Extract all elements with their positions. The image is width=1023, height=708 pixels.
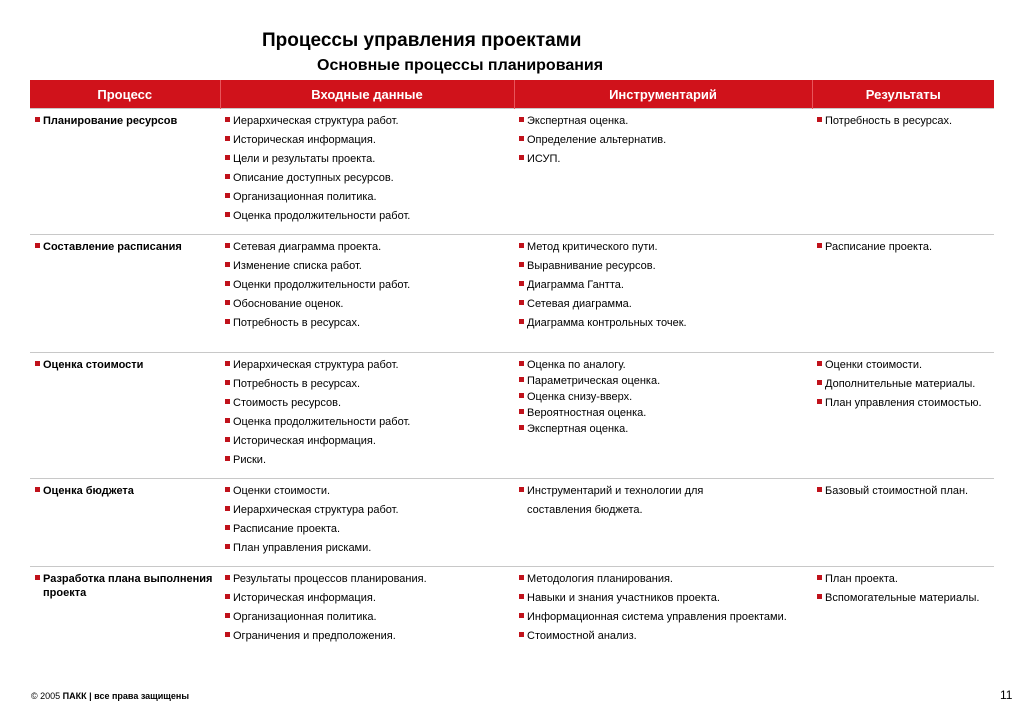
bullet-list bbox=[224, 114, 510, 223]
bullet-square-icon bbox=[817, 243, 822, 248]
bullet-square-icon bbox=[519, 155, 524, 160]
list-item-text: Инструментарий и технологии для bbox=[527, 485, 704, 497]
list-item bbox=[224, 396, 510, 410]
list-item bbox=[224, 377, 510, 391]
results-cell bbox=[812, 479, 994, 567]
list-item-text: Изменение списка работ. bbox=[233, 260, 362, 272]
bullet-square-icon bbox=[35, 117, 40, 122]
list-item bbox=[224, 171, 510, 185]
bullet-square-icon bbox=[519, 632, 524, 637]
copyright-text: © 2005 bbox=[31, 691, 63, 701]
header-tools: Инструментарий bbox=[514, 80, 812, 109]
bullet-square-icon bbox=[519, 487, 524, 492]
bullet-square-icon bbox=[225, 399, 230, 404]
list-item-text: Стоимость ресурсов. bbox=[233, 397, 341, 409]
bullet-list bbox=[518, 358, 808, 436]
list-item bbox=[224, 316, 510, 330]
table-row bbox=[30, 479, 994, 567]
list-item-text: Дополнительные материалы. bbox=[825, 378, 976, 390]
list-item bbox=[224, 240, 510, 254]
list-item bbox=[518, 297, 808, 311]
bullet-square-icon bbox=[519, 575, 524, 580]
list-item-text: Информационная система управления проектами. bbox=[527, 611, 787, 623]
list-item bbox=[518, 503, 808, 517]
process-name bbox=[34, 572, 216, 600]
list-item-text: Диаграмма Гантта. bbox=[527, 279, 624, 291]
list-item bbox=[816, 377, 990, 391]
list-item-text: Вспомогательные материалы. bbox=[825, 592, 980, 604]
bullet-list bbox=[518, 240, 808, 330]
bullet-square-icon bbox=[225, 544, 230, 549]
bullet-square-icon bbox=[519, 300, 524, 305]
bullet-square-icon bbox=[225, 418, 230, 423]
bullet-square-icon bbox=[225, 437, 230, 442]
tools-cell bbox=[514, 479, 812, 567]
bullet-square-icon bbox=[817, 575, 822, 580]
list-item-text: Обоснование оценок. bbox=[233, 298, 344, 310]
header-results: Результаты bbox=[812, 80, 994, 109]
planning-processes-table bbox=[30, 80, 994, 697]
list-item-text: Иерархическая структура работ. bbox=[233, 115, 399, 127]
bullet-square-icon bbox=[225, 117, 230, 122]
bullet-square-icon bbox=[519, 393, 524, 398]
bullet-square-icon bbox=[225, 613, 230, 618]
list-item-text: Потребность в ресурсах. bbox=[233, 317, 361, 329]
bullet-square-icon bbox=[35, 575, 40, 580]
table-row bbox=[30, 353, 994, 479]
list-item-text: Сетевая диаграмма. bbox=[527, 298, 632, 310]
bullet-square-icon bbox=[225, 212, 230, 217]
page-number: 11 bbox=[1000, 688, 1013, 702]
list-item bbox=[518, 374, 808, 388]
table-header-row bbox=[30, 80, 994, 109]
bullet-square-icon bbox=[225, 174, 230, 179]
bullet-square-icon bbox=[225, 575, 230, 580]
list-item bbox=[816, 240, 990, 254]
list-item-text: Ограничения и предположения. bbox=[233, 630, 396, 642]
inputs-cell bbox=[220, 109, 514, 235]
bullet-square-icon bbox=[225, 594, 230, 599]
bullet-list bbox=[224, 572, 510, 643]
list-item-text: Вероятностная оценка. bbox=[527, 407, 647, 419]
process-label: Составление расписания bbox=[43, 241, 182, 253]
list-item-text: Потребность в ресурсах. bbox=[825, 115, 953, 127]
bullet-list bbox=[816, 572, 990, 605]
list-item bbox=[224, 209, 510, 223]
list-item bbox=[816, 358, 990, 372]
bullet-square-icon bbox=[519, 243, 524, 248]
bullet-square-icon bbox=[519, 613, 524, 618]
bullet-square-icon bbox=[225, 380, 230, 385]
list-item-text: План управления рисками. bbox=[233, 542, 372, 554]
results-cell bbox=[812, 353, 994, 479]
process-name bbox=[34, 240, 216, 254]
list-item bbox=[224, 453, 510, 467]
list-item bbox=[518, 572, 808, 586]
list-item-text: Цели и результаты проекта. bbox=[233, 153, 376, 165]
inputs-cell bbox=[220, 479, 514, 567]
process-name bbox=[34, 484, 216, 498]
list-item bbox=[224, 114, 510, 128]
bullet-square-icon bbox=[519, 281, 524, 286]
bullet-square-icon bbox=[225, 361, 230, 366]
list-item bbox=[224, 259, 510, 273]
bullet-square-icon bbox=[817, 380, 822, 385]
process-cell bbox=[30, 567, 220, 697]
header-inputs: Входные данные bbox=[220, 80, 514, 109]
footer-copyright bbox=[31, 691, 189, 701]
list-item-text: Расписание проекта. bbox=[233, 523, 341, 535]
list-item bbox=[518, 629, 808, 643]
list-item-text: Оценка снизу-вверх. bbox=[527, 391, 633, 403]
list-item bbox=[224, 484, 510, 498]
list-item-text: Метод критического пути. bbox=[527, 241, 658, 253]
bullet-square-icon bbox=[519, 262, 524, 267]
table-row bbox=[30, 109, 994, 235]
list-item bbox=[224, 297, 510, 311]
list-item-text: Экспертная оценка. bbox=[527, 115, 629, 127]
list-item bbox=[518, 422, 808, 436]
process-cell bbox=[30, 353, 220, 479]
bullet-square-icon bbox=[225, 155, 230, 160]
bullet-square-icon bbox=[817, 487, 822, 492]
bullet-square-icon bbox=[225, 243, 230, 248]
bullet-square-icon bbox=[817, 399, 822, 404]
bullet-square-icon bbox=[519, 319, 524, 324]
list-item bbox=[518, 240, 808, 254]
list-item-text: Сетевая диаграмма проекта. bbox=[233, 241, 382, 253]
bullet-square-icon bbox=[35, 243, 40, 248]
list-item bbox=[224, 190, 510, 204]
bullet-list bbox=[224, 358, 510, 467]
list-item-text: Оценка продолжительности работ. bbox=[233, 416, 411, 428]
bullet-square-icon bbox=[817, 594, 822, 599]
page-subtitle: Основные процессы планирования bbox=[317, 57, 604, 74]
list-item bbox=[224, 133, 510, 147]
list-item-text: Стоимостной анализ. bbox=[527, 630, 637, 642]
list-item bbox=[518, 278, 808, 292]
list-item-text: Результаты процессов планирования. bbox=[233, 573, 427, 585]
results-cell bbox=[812, 109, 994, 235]
bullet-list bbox=[816, 114, 990, 128]
bullet-square-icon bbox=[519, 377, 524, 382]
list-item-text: Определение альтернатив. bbox=[527, 134, 667, 146]
list-item-text: Иерархическая структура работ. bbox=[233, 359, 399, 371]
bullet-square-icon bbox=[225, 319, 230, 324]
bullet-list bbox=[816, 484, 990, 498]
list-item bbox=[518, 610, 808, 624]
bullet-list bbox=[518, 484, 808, 517]
list-item-text: Выравнивание ресурсов. bbox=[527, 260, 656, 272]
bullet-list bbox=[518, 114, 808, 166]
list-item bbox=[224, 278, 510, 292]
process-cell bbox=[30, 479, 220, 567]
list-item-text: Оценки продолжительности работ. bbox=[233, 279, 411, 291]
list-item-text: Параметрическая оценка. bbox=[527, 375, 661, 387]
list-item-text: Навыки и знания участников проекта. bbox=[527, 592, 720, 604]
list-item-text: Иерархическая структура работ. bbox=[233, 504, 399, 516]
list-item bbox=[518, 591, 808, 605]
bullet-list bbox=[816, 358, 990, 410]
table-row bbox=[30, 235, 994, 353]
list-item bbox=[518, 358, 808, 372]
results-cell bbox=[812, 235, 994, 353]
list-item bbox=[224, 591, 510, 605]
bullet-square-icon bbox=[225, 506, 230, 511]
list-item-text: Организационная политика. bbox=[233, 191, 377, 203]
bullet-square-icon bbox=[817, 117, 822, 122]
list-item bbox=[224, 503, 510, 517]
bullet-square-icon bbox=[225, 632, 230, 637]
header-process: Процесс bbox=[30, 80, 220, 109]
bullet-square-icon bbox=[519, 409, 524, 414]
bullet-square-icon bbox=[225, 262, 230, 267]
list-item bbox=[816, 114, 990, 128]
list-item bbox=[518, 484, 808, 498]
list-item bbox=[224, 152, 510, 166]
bullet-list bbox=[224, 240, 510, 330]
bullet-square-icon bbox=[817, 361, 822, 366]
list-item-text: Диаграмма контрольных точек. bbox=[527, 317, 687, 329]
list-item bbox=[224, 572, 510, 586]
list-item-text: План управления стоимостью. bbox=[825, 397, 982, 409]
list-item-text: Оценка по аналогу. bbox=[527, 359, 626, 371]
list-item bbox=[518, 316, 808, 330]
bullet-square-icon bbox=[519, 361, 524, 366]
process-label: Оценка стоимости bbox=[43, 359, 144, 371]
tools-cell bbox=[514, 567, 812, 697]
list-item-text: Историческая информация. bbox=[233, 592, 376, 604]
process-label: Оценка бюджета bbox=[43, 485, 134, 497]
list-item bbox=[816, 572, 990, 586]
bullet-list bbox=[224, 484, 510, 555]
bullet-square-icon bbox=[225, 525, 230, 530]
table-row bbox=[30, 567, 994, 697]
list-item-text: составления бюджета. bbox=[527, 504, 643, 516]
bullet-square-icon bbox=[519, 136, 524, 141]
list-item-text: Потребность в ресурсах. bbox=[233, 378, 361, 390]
bullet-list bbox=[518, 572, 808, 643]
list-item-text: Риски. bbox=[233, 454, 266, 466]
list-item bbox=[518, 114, 808, 128]
tools-cell bbox=[514, 353, 812, 479]
process-name bbox=[34, 114, 216, 128]
company-name: ПАКК bbox=[62, 691, 87, 701]
process-label: Планирование ресурсов bbox=[43, 115, 178, 127]
list-item-text: ИСУП. bbox=[527, 153, 561, 165]
list-item bbox=[224, 358, 510, 372]
bullet-square-icon bbox=[225, 136, 230, 141]
list-item-text: Методология планирования. bbox=[527, 573, 673, 585]
bullet-list bbox=[816, 240, 990, 254]
inputs-cell bbox=[220, 353, 514, 479]
bullet-square-icon bbox=[225, 281, 230, 286]
list-item bbox=[224, 522, 510, 536]
list-item bbox=[224, 434, 510, 448]
list-item bbox=[224, 629, 510, 643]
rights-text: | все права защищены bbox=[86, 691, 190, 701]
list-item bbox=[518, 390, 808, 404]
list-item-text: Расписание проекта. bbox=[825, 241, 933, 253]
list-item bbox=[816, 591, 990, 605]
page-title: Процессы управления проектами bbox=[262, 30, 582, 51]
list-item bbox=[224, 610, 510, 624]
list-item-text: Историческая информация. bbox=[233, 435, 376, 447]
list-item-text: План проекта. bbox=[825, 573, 898, 585]
list-item bbox=[224, 541, 510, 555]
inputs-cell bbox=[220, 235, 514, 353]
bullet-square-icon bbox=[519, 594, 524, 599]
list-item bbox=[518, 259, 808, 273]
list-item-text: Историческая информация. bbox=[233, 134, 376, 146]
bullet-square-icon bbox=[35, 487, 40, 492]
inputs-cell bbox=[220, 567, 514, 697]
process-name bbox=[34, 358, 216, 372]
list-item bbox=[518, 152, 808, 166]
bullet-square-icon bbox=[225, 487, 230, 492]
tools-cell bbox=[514, 109, 812, 235]
bullet-square-icon bbox=[35, 361, 40, 366]
list-item-text: Экспертная оценка. bbox=[527, 423, 629, 435]
process-cell bbox=[30, 235, 220, 353]
bullet-square-icon bbox=[519, 425, 524, 430]
bullet-square-icon bbox=[519, 117, 524, 122]
process-label: Разработка плана выполнения проекта bbox=[43, 573, 213, 599]
list-item-text: Описание доступных ресурсов. bbox=[233, 172, 394, 184]
list-item bbox=[816, 484, 990, 498]
list-item-text: Базовый стоимостной план. bbox=[825, 485, 969, 497]
list-item bbox=[224, 415, 510, 429]
results-cell bbox=[812, 567, 994, 697]
list-item-text: Оценка продолжительности работ. bbox=[233, 210, 411, 222]
bullet-square-icon bbox=[225, 193, 230, 198]
process-cell bbox=[30, 109, 220, 235]
tools-cell bbox=[514, 235, 812, 353]
list-item bbox=[518, 133, 808, 147]
list-item bbox=[816, 396, 990, 410]
list-item-text: Организационная политика. bbox=[233, 611, 377, 623]
list-item-text: Оценки стоимости. bbox=[233, 485, 331, 497]
bullet-square-icon bbox=[225, 300, 230, 305]
bullet-square-icon bbox=[225, 456, 230, 461]
list-item bbox=[518, 406, 808, 420]
list-item-text: Оценки стоимости. bbox=[825, 359, 923, 371]
